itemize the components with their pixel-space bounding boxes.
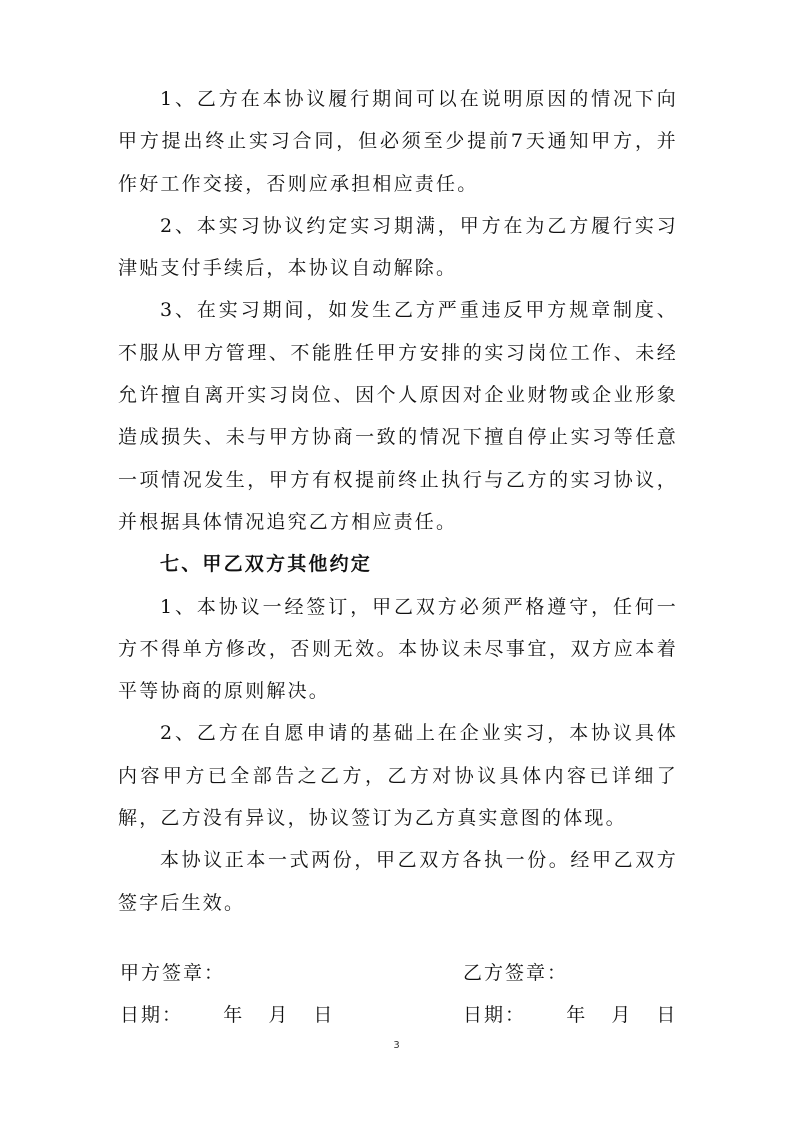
party-a-signature-label: 甲方签章： — [120, 962, 226, 984]
party-a-date-line: 日期： 年 月 日 — [120, 1004, 335, 1026]
clause-termination-by-party-b: 1、乙方在本协议履行期间可以在说明原因的情况下向甲方提出终止实习合同，但必须至少提前7天通知甲方，并作好工作交接，否则应承担相应责任。 — [118, 88, 678, 195]
clause-voluntary-application: 2、乙方在自愿申请的基础上在企业实习，本协议具体内容甲方已全部告之乙方，乙方对协议具体内容已详细了解，乙方没有异议，协议签订为乙方真实意图的体现。 — [118, 722, 678, 830]
section-heading: 七、甲乙双方其他约定 — [160, 553, 373, 576]
page-number: 3 — [393, 1040, 400, 1051]
clause-automatic-dissolution: 2、本实习协议约定实习期满，甲方在为乙方履行实习津贴支付手续后，本协议自动解除。 — [118, 214, 678, 280]
clause-copies-and-effectiveness: 本协议正本一式两份，甲乙双方各执一份。经甲乙双方签字后生效。 — [118, 849, 678, 914]
party-b-date-line: 日期： 年 月 日 — [463, 1004, 678, 1026]
clause-binding-effect: 1、本协议一经签订，甲乙双方必须严格遵守，任何一方不得单方修改，否则无效。本协议未尽事宜，双方应本着平等协商的原则解决。 — [118, 595, 678, 703]
agreement-body — [118, 78, 678, 924]
clause-early-termination-by-party-a: 3、在实习期间，如发生乙方严重违反甲方规章制度、不服从甲方管理、不能胜任甲方安排的实习岗位工作、未经允许擅自离开实习岗位、因个人原因对企业财物或企业形象造成损失、未与甲方协商一致的情况下擅自停止实习等任意一项情况发生，甲方有权提前终止执行与乙方的实习协议，并根据具体情况追究乙方相应责任。 — [118, 299, 678, 533]
party-b-signature-label: 乙方签章： — [463, 962, 569, 984]
